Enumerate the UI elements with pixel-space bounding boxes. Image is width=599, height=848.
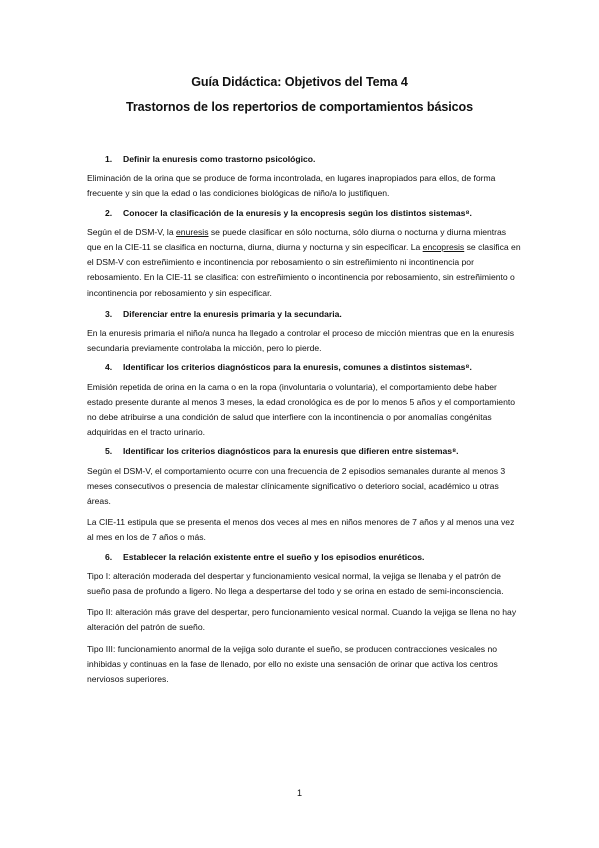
section-heading-text: Definir la enuresis como trastorno psicológico. [123, 154, 316, 164]
section-paragraph: Tipo II: alteración más grave del despertar, pero funcionamiento vesical normal. Cuando la vejiga se llena no hay alteración del patrón de sueño. [87, 607, 517, 633]
section-heading-text: Establecer la relación existente entre el sueño y los episodios enuréticos. [123, 551, 425, 562]
section-paragraph [87, 225, 521, 301]
section-heading [87, 444, 521, 459]
document-title: Guía Didáctica: Objetivos del Tema 4 [191, 75, 408, 89]
section-heading [87, 307, 521, 322]
section-number: 5. [105, 446, 113, 457]
section-number: 6. [105, 551, 113, 562]
section-number: 1. [105, 154, 113, 164]
page-number: 1 [296, 788, 302, 798]
section-number: 2. [105, 207, 113, 218]
text-run: se clasifica en el DSM-V con estreñimiento e incontinencia por rebosamiento o sin estreñimiento ni incontinencia por rebosamiento. En la CIE-11 se clasifica: con estreñimiento o incontinencia por rebosamiento, sin estreñimiento o incontinencia por rebosamiento y sin especificar. [87, 242, 521, 298]
section-paragraph: La CIE-11 estipula que se presenta el menos dos veces al mes en niños menores de 7 años y al menos una vez al mes en los de 7 años o más. [87, 517, 515, 543]
section-heading [87, 360, 521, 375]
section-heading-text: Conocer la clasificación de la enuresis y la encopresis según los distintos sistemas⁸. [123, 207, 472, 218]
text-run: se puede clasificar en sólo nocturna, sólo diurna o nocturna y diurna mientras que en la CIE-11 se clasifica en nocturna, diurna, diurna y nocturna y sin especificar. La [87, 226, 507, 253]
document-subtitle: Trastornos de los repertorios de comportamientos básicos [125, 100, 474, 114]
section-heading-text: Identificar los criterios diagnósticos para la enuresis, comunes a distintos sistemas⁸. [123, 362, 472, 373]
section-paragraph: Tipo I: alteración moderada del despertar y funcionamiento vesical normal, la vejiga se llenaba y el patrón de sueño pasa de profundo a ligero. No llega a despertarse del todo y se orina en estado de semi-inconsciencia. [87, 570, 504, 597]
section-paragraph: En la enuresis primaria el niño/a nunca ha llegado a controlar el proceso de micción mientras que en la enuresis secundaria previamente controlaba la micción, pero lo pierde. [87, 328, 515, 354]
section-number: 4. [105, 362, 113, 373]
section-number: 3. [105, 308, 113, 319]
section-paragraph: Emisión repetida de orina en la cama o en la ropa (involuntaria o voluntaria), el comportamiento debe haber estado presente durante al menos 3 meses, la edad cronológica es de por lo menos 5 años y el comportamiento no debe atribuirse a una condición de salud que interfiere con la incontinencia o por anomalías congénitas adquiridas en el tracto urinario. [87, 381, 516, 438]
underlined-term-encopresis: encopresis [422, 242, 465, 253]
section-heading-text: Identificar los criterios diagnósticos para la enuresis que difieren entre sistemas⁸. [123, 446, 459, 457]
text-run: Según el de DSM-V, la [87, 226, 177, 237]
section-paragraph: Eliminación de la orina que se produce de forma incontrolada, en lugares inapropiados para ellos, de forma frecuente y sin que la edad o las condiciones biológicas de niño/a lo justifiquen. [87, 173, 496, 199]
section-paragraph: Según el DSM-V, el comportamiento ocurre con una frecuencia de 2 episodios semanales durante al menos 3 meses consecutivos o presencia de malestar clínicamente significativo o deterioro social, académico u otras áreas. [87, 465, 506, 507]
section-heading [87, 206, 521, 221]
document-body [87, 152, 521, 687]
section-heading [87, 550, 521, 565]
section-heading [87, 152, 521, 167]
underlined-term-enuresis: enuresis [176, 226, 209, 237]
section-paragraph: Tipo III: funcionamiento anormal de la vejiga solo durante el sueño, se producen contracciones vesicales no inhibidas y continuas en la fase de llenado, por ello no existe una sensación de orinar que activa los centros nerviosos superiores. [87, 643, 498, 685]
section-heading-text: Diferenciar entre la enuresis primaria y la secundaria. [123, 308, 342, 319]
